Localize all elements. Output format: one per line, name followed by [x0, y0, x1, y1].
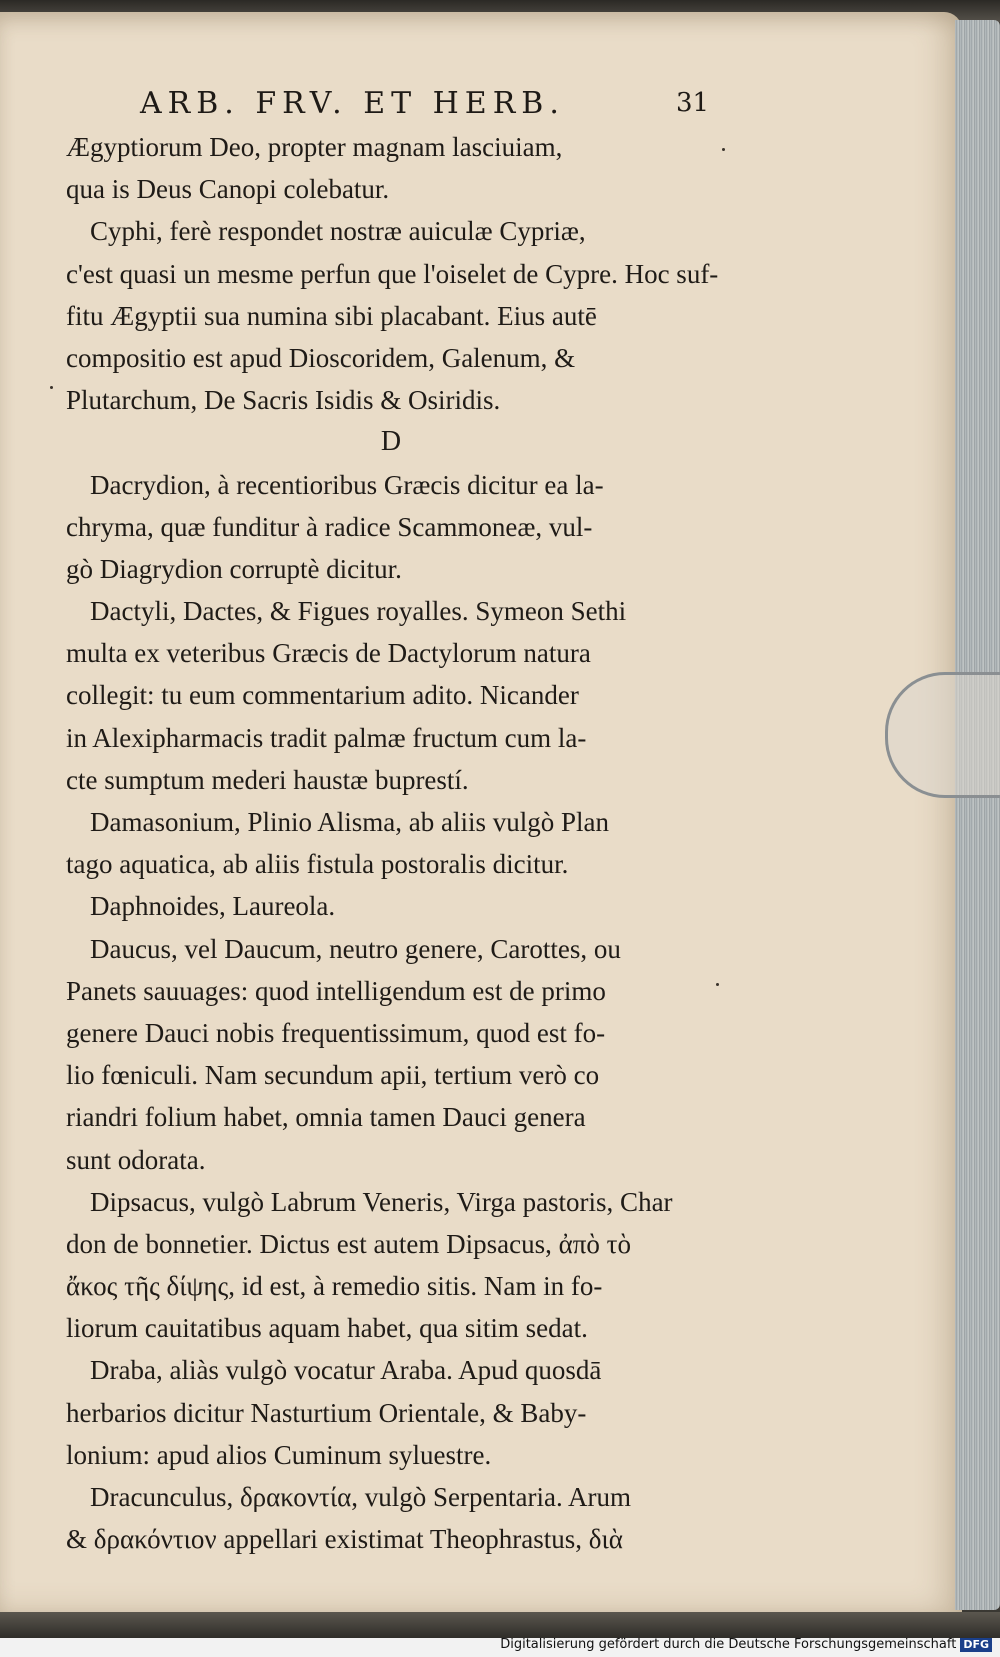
text-line: lio fœniculi. Nam secundum apii, tertium verò co [66, 1060, 600, 1091]
ink-speck [716, 983, 719, 986]
entry-line: Daphnoides, Laureola. [90, 891, 336, 922]
entry-line: Damasonium, Plinio Alisma, ab aliis vulgò Plan [90, 807, 609, 837]
text-line: tago aquatica, ab aliis fistula postoralis dicitur. [66, 849, 569, 880]
section-letter: D [380, 426, 402, 458]
text-line: multa ex veteribus Græcis de Dactylorum natura [66, 638, 591, 669]
text-line: herbarios dicitur Nasturtium Orientale, & Baby- [66, 1397, 587, 1428]
text-line: qua is Deus Canopi colebatur. [66, 174, 390, 205]
entry-line: Cyphi, ferè respondet nostræ auiculæ Cypriæ, [90, 216, 586, 247]
entry-line: Dactyli, Dactes, & Figues royalles. Symeon Sethi [90, 596, 627, 627]
text-line: liorum cauitatibus aquam habet, qua sitim sedat. [66, 1313, 588, 1344]
text-line: genere Dauci nobis frequentissimum, quod est fo- [66, 1017, 606, 1048]
entry-line: Dipsacus, vulgò Labrum Veneris, Virga pastoris, Char [90, 1186, 673, 1217]
text-line: riandri folium habet, omnia tamen Dauci genera [66, 1102, 586, 1133]
running-head: ARB. FRV. ET HERB. [140, 86, 565, 121]
digitization-credit [500, 1637, 992, 1652]
text-line: chryma, quæ funditur à radice Scammoneæ, vul- [66, 511, 593, 542]
text-line: fitu Ægyptii sua numina sibi placabant. Eius autē [66, 300, 597, 331]
entry-line: Daucus, vel Daucum, neutro genere, Carottes, ou [90, 933, 621, 964]
book-fore-edge [955, 20, 1000, 1610]
page-clip [885, 672, 1000, 798]
dfg-logo: DFG [960, 1638, 992, 1652]
text-line: sunt odorata. [66, 1144, 206, 1175]
text-line: lonium: apud alios Cuminum syluestre. [66, 1439, 492, 1470]
page-text [66, 126, 719, 1560]
text-line: ἄκος τῆς δίψης, id est, à remedio sitis. Nam in fo- [66, 1271, 603, 1302]
text-line: don de bonnetier. Dictus est autem Dipsacus, ἀπὸ τὸ [66, 1228, 632, 1259]
ink-speck [722, 148, 725, 151]
credit-text: Digitalisierung gefördert durch die Deutsche Forschungsgemeinschaft [500, 1637, 957, 1652]
text-line: collegit: tu eum commentarium adito. Nicander [66, 680, 579, 711]
entry-line: Dacrydion, à recentioribus Græcis dicitur ea la- [90, 469, 604, 500]
text-line: c'est quasi un mesme perfun que l'oiselet de Cypre. Hoc suf- [66, 258, 719, 289]
text-line: in Alexipharmacis tradit palmæ fructum cum la- [66, 722, 587, 753]
text-line: Ægyptiorum Deo, propter magnam lasciuiam, [66, 132, 563, 162]
page-number: 31 [676, 88, 710, 118]
text-line: Plutarchum, De Sacris Isidis & Osiridis. [66, 385, 501, 416]
scan-bottom-border [0, 1612, 1000, 1638]
text-line: & δρακόντιον appellari existimat Theophrastus, διὰ [66, 1524, 623, 1555]
entry-line: Dracunculus, δρακοντία, vulgò Serpentaria. Arum [90, 1482, 631, 1512]
text-line: gò Diagrydion corruptè dicitur. [66, 553, 402, 584]
ink-speck [50, 386, 53, 389]
text-line: Panets sauuages: quod intelligendum est de primo [66, 975, 606, 1006]
text-line: cte sumptum mederi haustæ buprestí. [66, 764, 469, 795]
text-line: compositio est apud Dioscoridem, Galenum, & [66, 342, 576, 373]
entry-line: Draba, aliàs vulgò vocatur Araba. Apud quosdā [90, 1355, 602, 1386]
